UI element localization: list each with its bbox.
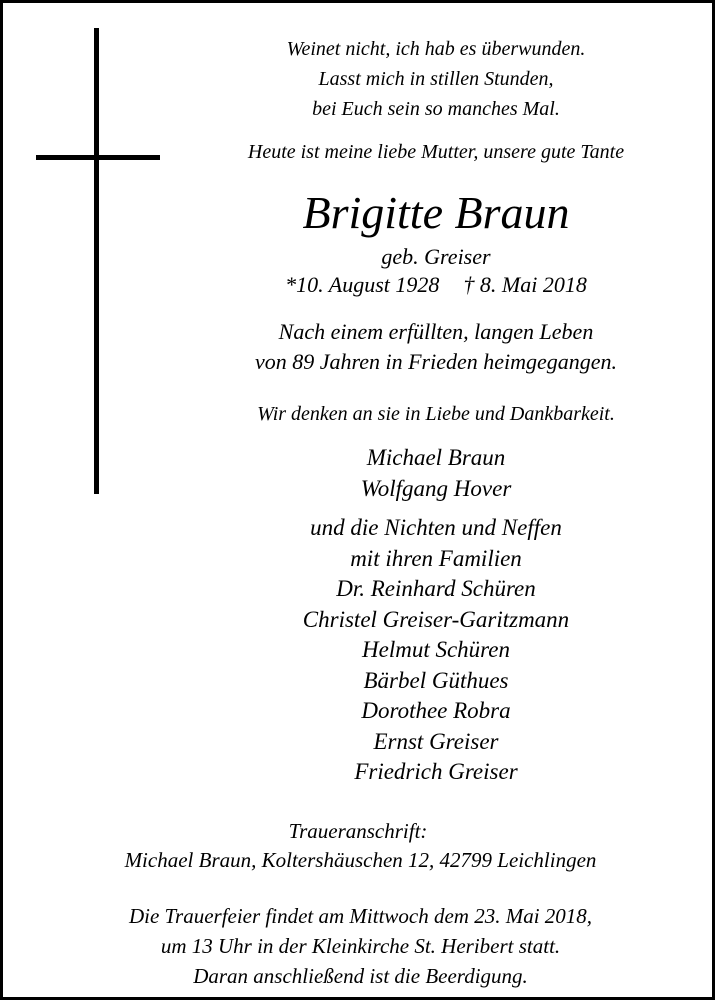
mourner-name: Friedrich Greiser	[354, 759, 518, 784]
cross-horizontal-bar	[36, 155, 160, 160]
mourner-name: Wolfgang Hover	[360, 475, 512, 501]
mourners-list	[203, 443, 669, 788]
relatives-line: mit ihren Familien	[350, 545, 522, 571]
mourner-name: Christel Greiser-Garitzmann	[302, 606, 570, 632]
maiden-name: geb. Greiser	[381, 244, 491, 269]
poem-line: Lasst mich in stillen Stunden,	[318, 68, 554, 90]
mourner-name: Bärbel Güthues	[363, 667, 509, 693]
relatives-line: und die Nichten und Neffen	[310, 515, 562, 540]
mourning-address: Michael Braun, Koltershäuschen 12, 42799 Leichlingen	[124, 848, 597, 872]
cross-vertical-bar	[94, 28, 99, 494]
poem-line: bei Euch sein so manches Mal.	[312, 98, 560, 120]
poem-line: Weinet nicht, ich hab es überwunden.	[286, 38, 586, 60]
deceased-name: Brigitte Braun	[302, 187, 570, 238]
life-text	[203, 317, 669, 377]
birth-date: *10. August 1928	[285, 272, 440, 297]
life-line: von 89 Jahren in Frieden heimgegangen.	[254, 349, 618, 374]
mourner-name: Ernst Greiser	[373, 728, 499, 754]
funeral-info	[23, 901, 698, 991]
life-dates	[203, 270, 669, 300]
mourner-name: Michael Braun	[366, 445, 506, 470]
life-line: Nach einem erfüllten, langen Leben	[278, 319, 594, 344]
address-label: Traueranschrift:	[288, 819, 428, 843]
spacer	[203, 504, 669, 513]
mourner-name: Dorothee Robra	[361, 698, 511, 723]
poem	[203, 34, 669, 124]
mourner-name: Helmut Schüren	[362, 637, 510, 662]
funeral-line: Die Trauerfeier findet am Mittwoch dem 23. Mai 2018,	[128, 904, 593, 928]
thanks-text: Wir denken an sie in Liebe und Dankbarkeit.	[257, 403, 615, 425]
intro-text: Heute ist meine liebe Mutter, unsere gute Tante	[247, 141, 625, 163]
death-date: † 8. Mai 2018	[463, 272, 587, 297]
mourner-name: Dr. Reinhard Schüren	[336, 576, 536, 601]
funeral-line: Daran anschließend ist die Beerdigung.	[193, 964, 528, 988]
funeral-line: um 13 Uhr in der Kleinkirche St. Heribert statt.	[160, 934, 561, 958]
